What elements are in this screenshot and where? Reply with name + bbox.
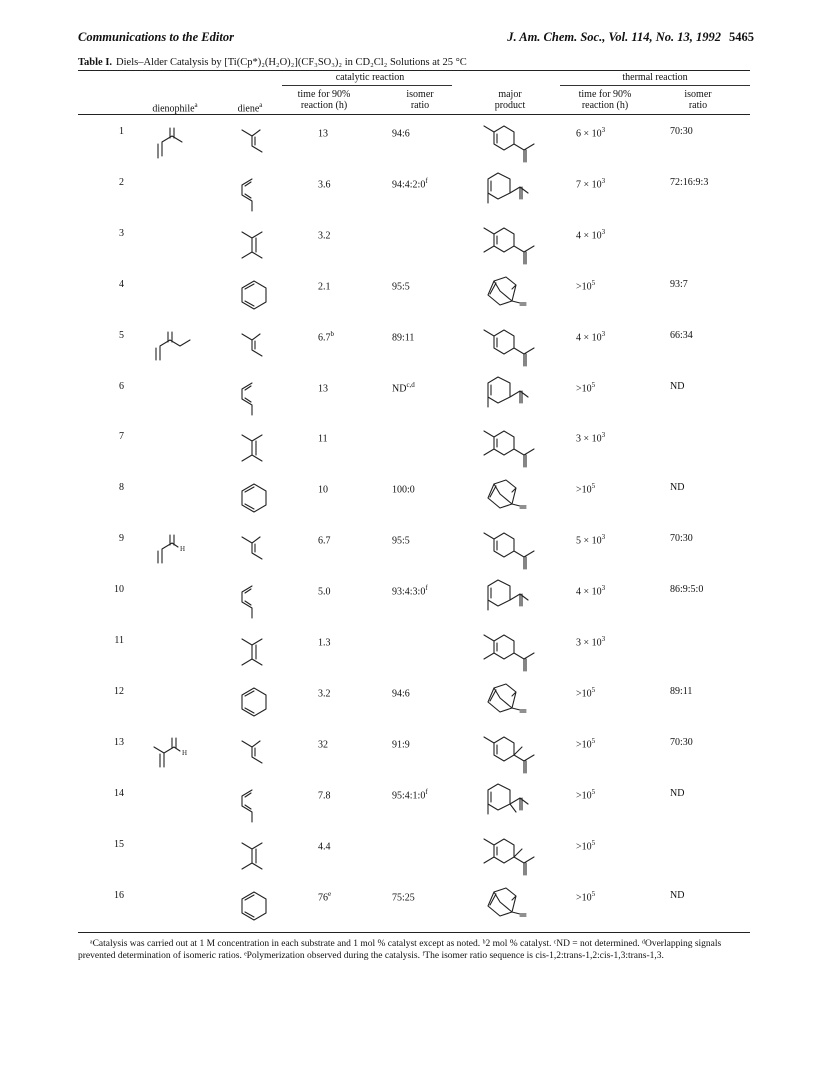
table-row-number: 2 — [119, 177, 124, 188]
catalytic-time-value: 3.6 — [318, 179, 331, 191]
catalytic-time-value: 2.1 — [318, 281, 331, 293]
table-label: Table I. — [78, 57, 113, 68]
thermal-time-value: >10 — [576, 383, 592, 395]
thermal-time-exponent: 5 — [591, 839, 596, 847]
catalytic-ratio — [392, 890, 415, 903]
catalytic-ratio — [392, 737, 410, 750]
catalytic-ratio-value: 94:6 — [392, 128, 410, 140]
thermal-time — [576, 330, 605, 343]
col-dienophile-note: a — [194, 101, 198, 109]
thermal-time-value: 6 × 10 — [576, 128, 602, 140]
thermal-time-value: >10 — [576, 688, 592, 700]
thermal-time-exponent: 5 — [591, 279, 596, 287]
col-cat-time — [284, 89, 364, 111]
product-structure — [482, 733, 538, 777]
thermal-time — [576, 635, 605, 648]
thermal-time-exponent: 5 — [591, 890, 596, 898]
table-row-number: 15 — [114, 839, 124, 850]
catalytic-ratio-value: 95:5 — [392, 281, 410, 293]
catalytic-ratio — [392, 177, 428, 190]
catalytic-time-value: 3.2 — [318, 688, 331, 700]
catalytic-ratio-value: 100:0 — [392, 484, 415, 496]
diene-structure — [238, 177, 258, 213]
catalytic-ratio-note: f — [425, 177, 428, 185]
catalytic-group-header: catalytic reaction — [335, 72, 405, 83]
col-product-l1: major — [498, 89, 522, 100]
table-row-number: 6 — [119, 381, 124, 392]
col-cat-ratio-l1: isomer — [406, 89, 434, 100]
dienophile-structure — [150, 533, 188, 569]
thermal-group-rule — [560, 85, 750, 86]
product-structure — [482, 224, 538, 268]
catalytic-time-note: e — [328, 890, 332, 898]
catalytic-ratio — [392, 686, 410, 699]
diene-structure — [238, 533, 266, 563]
catalytic-time-value: 13 — [318, 128, 328, 140]
catalytic-time-value: 5.0 — [318, 586, 331, 598]
dienophile-structure — [150, 737, 188, 773]
thermal-ratio: 86:9:5:0 — [670, 584, 704, 595]
thermal-time — [576, 737, 595, 750]
table-row-number: 16 — [114, 890, 124, 901]
table-top-rule — [78, 70, 750, 71]
product-structure — [482, 122, 538, 166]
thermal-ratio: 66:34 — [670, 330, 693, 341]
diene-structure — [238, 737, 266, 767]
thermal-time-value: >10 — [576, 281, 592, 293]
thermal-time-value: 5 × 10 — [576, 535, 602, 547]
thermal-time — [576, 482, 595, 495]
thermal-time — [576, 381, 595, 394]
col-cat-time-l2: reaction (h) — [300, 100, 348, 111]
diene-structure — [238, 635, 266, 669]
catalytic-time-value: 7.8 — [318, 790, 331, 802]
col-cat-time-l1: time for 90% — [297, 89, 351, 100]
catalytic-time-value: 10 — [318, 484, 328, 496]
thermal-ratio: 70:30 — [670, 126, 693, 137]
col-dienophile — [140, 100, 210, 114]
diene-structure — [238, 381, 258, 417]
catalytic-time — [318, 330, 334, 343]
catalytic-ratio — [392, 330, 414, 343]
table-caption — [78, 57, 467, 68]
thermal-group-header: thermal reaction — [622, 72, 688, 83]
table-footnotes: ᵃCatalysis was carried out at 1 M concentration in each substrate and 1 mol % catalyst except as noted. ᵇ2 mol % catalyst. ᶜND = not determined. ᵈOverlapping signals prevented determination of isomeric ratios. ᵉPolymerization observed during the catalysis. ᶠThe isomer ratio sequence is cis-1,2:trans-1,2:cis-1,3:trans-1,3. — [78, 939, 722, 961]
table-row-number: 3 — [119, 228, 124, 239]
product-structure — [482, 682, 530, 716]
catalytic-time — [318, 686, 331, 699]
thermal-ratio: ND — [670, 381, 685, 392]
thermal-ratio: 89:11 — [670, 686, 693, 697]
catalytic-group-rule — [282, 85, 452, 86]
catalytic-time-value: 11 — [318, 433, 328, 445]
thermal-time-exponent: 3 — [601, 330, 606, 338]
catalytic-time — [318, 381, 328, 394]
col-th-time-l2: reaction (h) — [581, 100, 629, 111]
dienophile-structure — [150, 126, 186, 162]
thermal-time-exponent: 5 — [591, 686, 596, 694]
diene-structure — [238, 686, 270, 718]
product-structure — [482, 529, 538, 573]
svg-text:H: H — [182, 749, 188, 757]
col-cat-ratio-l2: ratio — [410, 100, 430, 111]
thermal-time-exponent: 5 — [591, 381, 596, 389]
thermal-time-value: >10 — [576, 790, 592, 802]
thermal-time-exponent: 3 — [601, 431, 606, 439]
diene-structure — [238, 126, 266, 156]
thermal-time-exponent: 3 — [601, 635, 606, 643]
table-row-number: 8 — [119, 482, 124, 493]
catalytic-ratio-value: 95:5 — [392, 535, 410, 547]
catalytic-ratio — [392, 482, 415, 495]
diene-structure — [238, 890, 270, 922]
thermal-time-value: 4 × 10 — [576, 230, 602, 242]
thermal-time — [576, 279, 595, 292]
table-row-number: 9 — [119, 533, 124, 544]
diene-structure — [238, 839, 266, 873]
product-structure — [482, 835, 538, 879]
catalytic-time — [318, 126, 328, 139]
table-row-number: 10 — [114, 584, 124, 595]
product-structure — [482, 631, 538, 675]
catalytic-time — [318, 890, 331, 903]
catalytic-ratio — [392, 584, 428, 597]
catalytic-time-value: 32 — [318, 739, 328, 751]
catalytic-time-value: 4.4 — [318, 841, 331, 853]
catalytic-time — [318, 228, 331, 241]
catalytic-time — [318, 279, 331, 292]
table-row-number: 7 — [119, 431, 124, 442]
table-title: Diels–Alder Catalysis by [Ti(Cp*)₂(H₂O)₂](CF₃SO₃)₂ in CD₂Cl₂ Solutions at 25 °C — [116, 57, 467, 68]
thermal-ratio: ND — [670, 482, 685, 493]
thermal-time-exponent: 5 — [591, 788, 596, 796]
journal-citation: J. Am. Chem. Soc., Vol. 114, No. 13, 1992 — [507, 30, 721, 44]
product-structure — [482, 326, 538, 370]
catalytic-ratio-value: 91:9 — [392, 739, 410, 751]
col-product-l2: product — [494, 100, 526, 111]
thermal-time — [576, 788, 595, 801]
catalytic-time-note: b — [330, 330, 334, 338]
catalytic-ratio-note: c,d — [406, 381, 415, 389]
thermal-ratio: ND — [670, 890, 685, 901]
thermal-time-value: 4 × 10 — [576, 586, 602, 598]
table-row-number: 14 — [114, 788, 124, 799]
col-diene — [225, 100, 275, 114]
thermal-time-value: 4 × 10 — [576, 332, 602, 344]
catalytic-time — [318, 482, 328, 495]
catalytic-ratio — [392, 533, 410, 546]
thermal-time — [576, 126, 605, 139]
product-structure — [482, 377, 532, 411]
diene-structure — [238, 431, 266, 465]
table-bottom-rule — [78, 932, 750, 933]
catalytic-ratio-value: ND — [392, 383, 407, 395]
product-structure — [482, 580, 532, 614]
thermal-time-value: 7 × 10 — [576, 179, 602, 191]
thermal-time — [576, 177, 605, 190]
catalytic-time — [318, 584, 331, 597]
thermal-time-exponent: 5 — [591, 482, 596, 490]
thermal-time — [576, 584, 605, 597]
catalytic-ratio — [392, 788, 428, 801]
table-row-number: 11 — [114, 635, 124, 646]
thermal-time-value: 3 × 10 — [576, 433, 602, 445]
thermal-time — [576, 533, 605, 546]
running-head-right — [507, 30, 754, 45]
catalytic-time-value: 3.2 — [318, 230, 331, 242]
catalytic-time — [318, 737, 328, 750]
diene-structure — [238, 330, 266, 360]
thermal-time-exponent: 5 — [591, 737, 596, 745]
table-row-number: 1 — [119, 126, 124, 137]
col-cat-ratio — [390, 89, 450, 111]
thermal-time — [576, 228, 605, 241]
table-row-number: 13 — [114, 737, 124, 748]
catalytic-ratio-value: 93:4:3:0 — [392, 586, 426, 598]
catalytic-ratio-value: 94:6 — [392, 688, 410, 700]
thermal-ratio: 93:7 — [670, 279, 688, 290]
product-structure — [482, 275, 530, 309]
diene-structure — [238, 788, 258, 824]
thermal-time-value: 3 × 10 — [576, 637, 602, 649]
thermal-ratio: ND — [670, 788, 685, 799]
catalytic-ratio — [392, 381, 415, 394]
thermal-time-exponent: 3 — [601, 533, 606, 541]
col-product — [480, 89, 540, 111]
thermal-ratio: 70:30 — [670, 533, 693, 544]
thermal-time — [576, 431, 605, 444]
diene-structure — [238, 584, 258, 620]
col-th-ratio — [668, 89, 728, 111]
thermal-time-value: >10 — [576, 739, 592, 751]
catalytic-ratio-value: 89:11 — [392, 332, 415, 344]
catalytic-time-value: 6.7 — [318, 332, 331, 344]
thermal-time-value: >10 — [576, 841, 592, 853]
col-diene-label: diene — [237, 103, 260, 115]
thermal-time — [576, 890, 595, 903]
thermal-time-exponent: 3 — [601, 177, 606, 185]
thermal-time-value: >10 — [576, 892, 592, 904]
catalytic-time — [318, 533, 331, 546]
thermal-time-exponent: 3 — [601, 584, 606, 592]
table-row-number: 12 — [114, 686, 124, 697]
col-th-ratio-l1: isomer — [684, 89, 712, 100]
catalytic-time-value: 13 — [318, 383, 328, 395]
table-row-number: 5 — [119, 330, 124, 341]
diene-structure — [238, 482, 270, 514]
col-dienophile-label: dienophile — [152, 103, 195, 115]
catalytic-ratio-value: 75:25 — [392, 892, 415, 904]
catalytic-ratio-note: f — [425, 788, 428, 796]
catalytic-time — [318, 839, 331, 852]
catalytic-time — [318, 788, 331, 801]
catalytic-ratio-value: 95:4:1:0 — [392, 790, 426, 802]
product-structure — [482, 886, 530, 920]
diene-structure — [238, 279, 270, 311]
header-bottom-rule — [78, 114, 750, 115]
product-structure — [482, 784, 532, 818]
table-row-number: 4 — [119, 279, 124, 290]
catalytic-ratio — [392, 279, 410, 292]
col-th-ratio-l2: ratio — [688, 100, 708, 111]
diene-structure — [238, 228, 266, 262]
dienophile-structure — [150, 330, 194, 366]
catalytic-time-value: 1.3 — [318, 637, 331, 649]
col-diene-note: a — [259, 101, 263, 109]
product-structure — [482, 427, 538, 471]
thermal-time — [576, 686, 595, 699]
product-structure — [482, 478, 530, 512]
catalytic-time-value: 6.7 — [318, 535, 331, 547]
catalytic-time — [318, 177, 331, 190]
thermal-time-exponent: 3 — [601, 228, 606, 236]
thermal-ratio: 72:16:9:3 — [670, 177, 709, 188]
col-th-time — [565, 89, 645, 111]
thermal-ratio: 70:30 — [670, 737, 693, 748]
catalytic-ratio-note: f — [425, 584, 428, 592]
catalytic-time — [318, 431, 328, 444]
catalytic-time — [318, 635, 331, 648]
page-number: 5465 — [729, 30, 754, 44]
svg-text:H: H — [180, 545, 186, 553]
catalytic-ratio-value: 94:4:2:0 — [392, 179, 426, 191]
running-head-left: Communications to the Editor — [78, 30, 234, 44]
thermal-time-value: >10 — [576, 484, 592, 496]
thermal-time-exponent: 3 — [601, 126, 606, 134]
product-structure — [482, 173, 532, 207]
thermal-time — [576, 839, 595, 852]
catalytic-ratio — [392, 126, 410, 139]
col-th-time-l1: time for 90% — [578, 89, 632, 100]
catalytic-time-value: 76 — [318, 892, 328, 904]
